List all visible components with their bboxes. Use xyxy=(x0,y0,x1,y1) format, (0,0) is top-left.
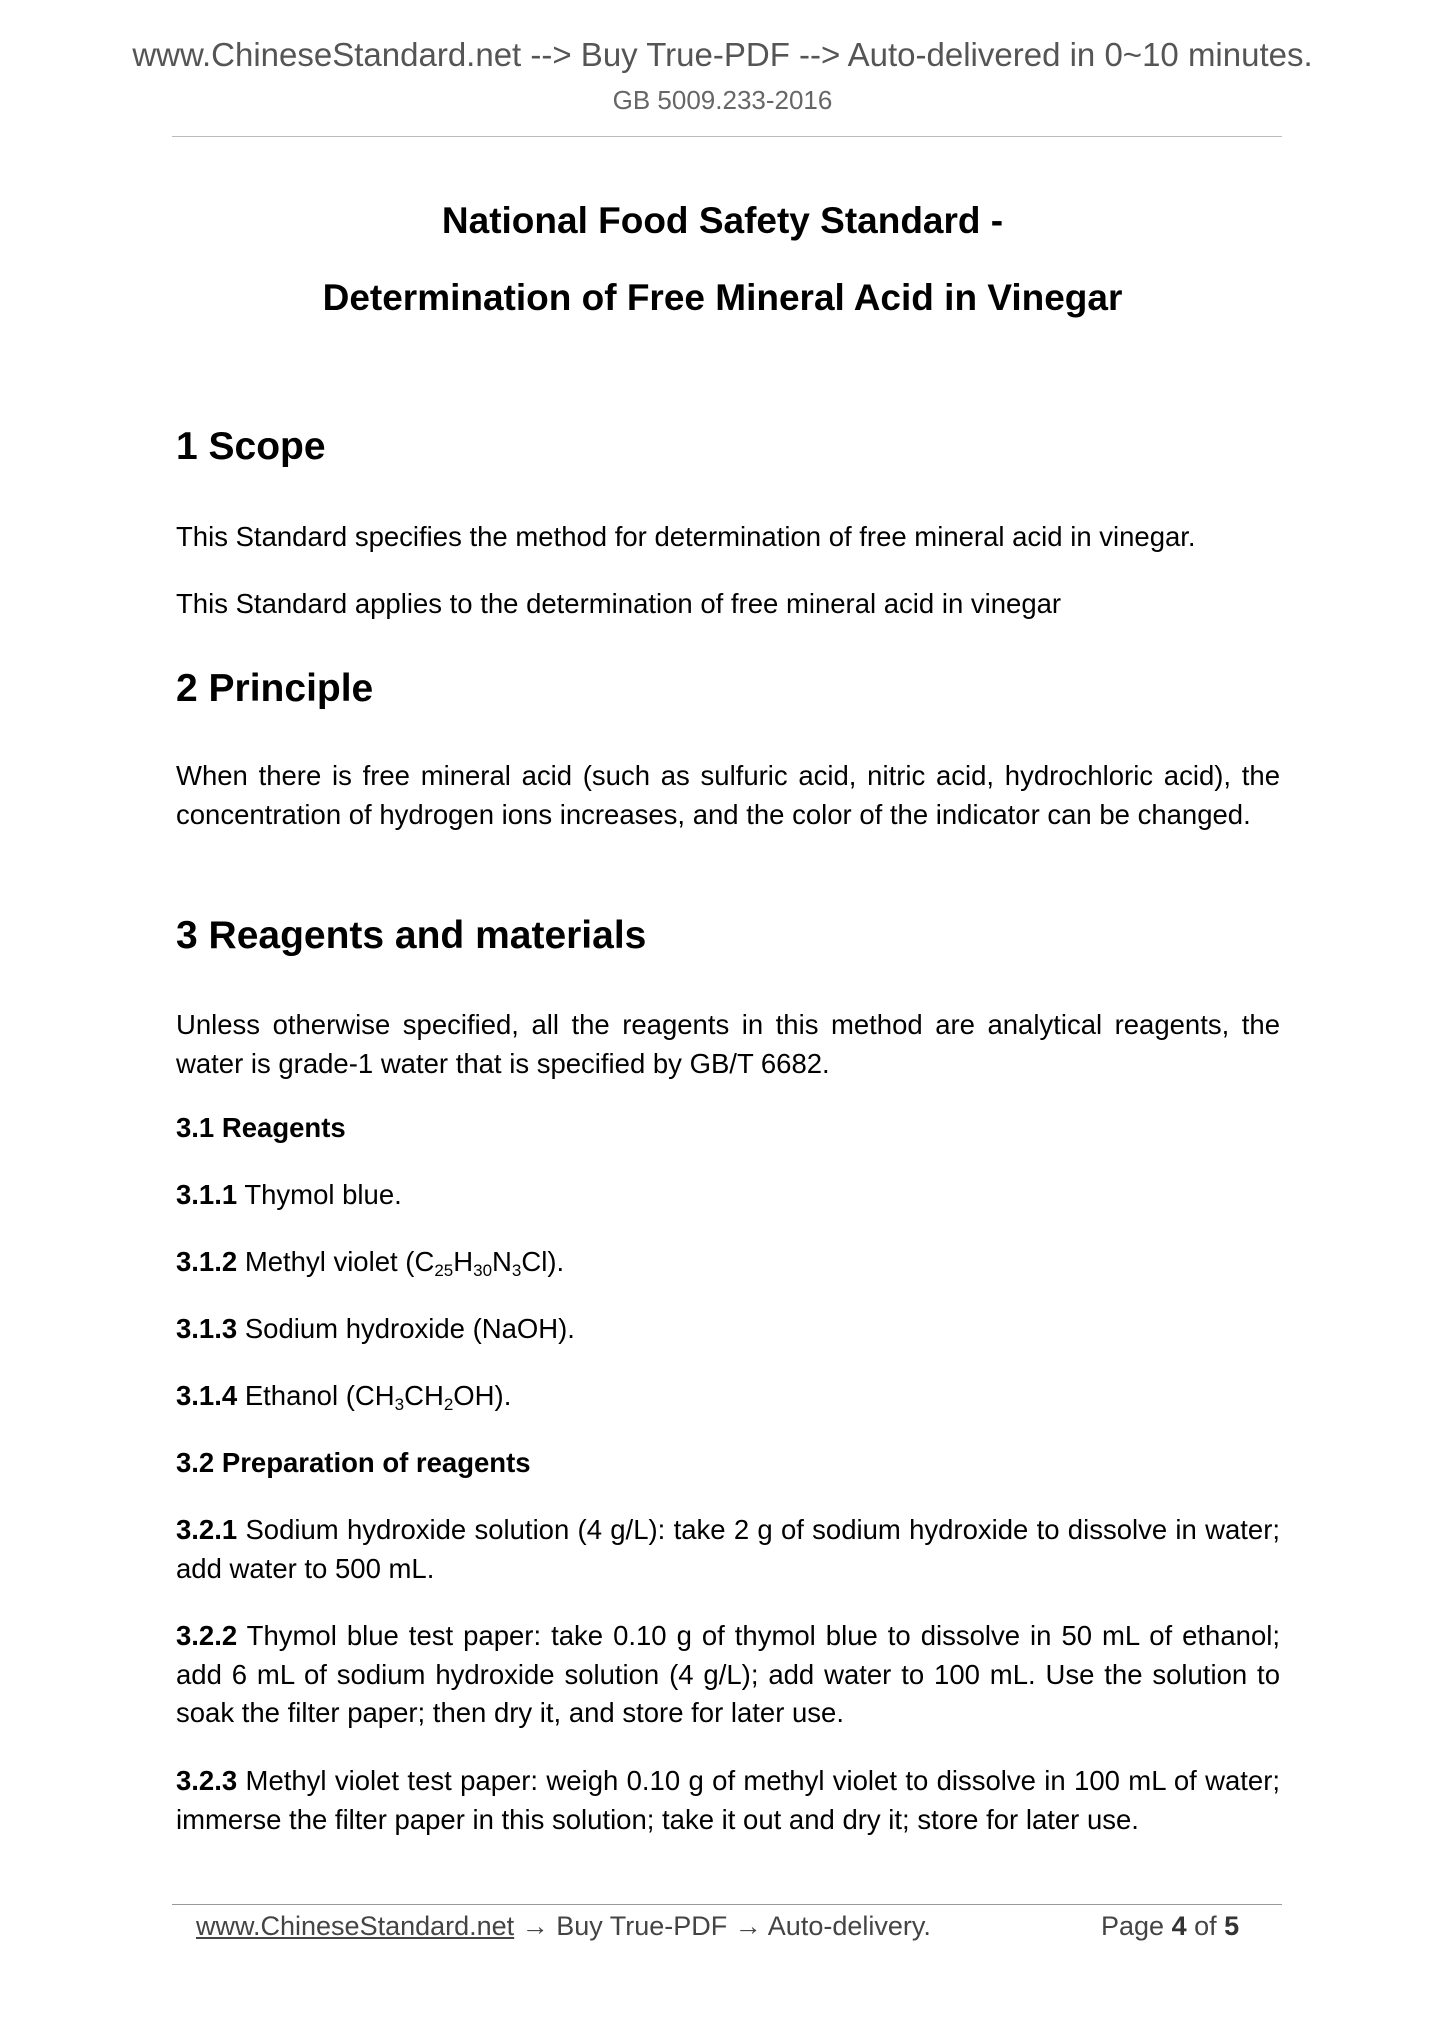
item-number: 3.1.2 xyxy=(176,1246,238,1277)
item-number: 3.2.3 xyxy=(176,1765,238,1796)
item-number: 3.2.1 xyxy=(176,1514,238,1545)
section-heading-reagents: 3 Reagents and materials xyxy=(176,914,647,957)
doc-title-line1: National Food Safety Standard - xyxy=(441,200,1004,241)
scope-paragraph-1: This Standard specifies the method for determination of free mineral acid in vinegar. xyxy=(176,521,1196,552)
reagents-intro: Unless otherwise specified, all the reagents in this method are analytical reagents, the water is grade-1 water that is specified by GB/T 6682. xyxy=(176,1009,1280,1079)
principle-paragraph: When there is free mineral acid (such as sulfuric acid, nitric acid, hydrochloric acid), the concentration of hydrogen ions increases, and the color of the indicator can be changed. xyxy=(176,760,1280,830)
reagent-item xyxy=(176,1246,564,1278)
scope-paragraph-2: This Standard applies to the determination of free mineral acid in vinegar xyxy=(176,588,1062,619)
footer-site-link[interactable]: www.ChineseStandard.net xyxy=(196,1911,515,1941)
item-text: Methyl violet $(C_{25}H_{30}N_3Cl)$. xyxy=(244,1246,565,1280)
section-heading-principle: 2 Principle xyxy=(176,667,374,710)
reagent-item xyxy=(176,1179,402,1211)
footer-text xyxy=(196,1911,931,1942)
item-number: 3.1.1 xyxy=(176,1179,238,1210)
subheading-reagents: 3.1 Reagents xyxy=(176,1112,346,1143)
preparation-paragraph: 3.2.1 Sodium hydroxide solution (4 g/L): take 2 g of sodium hydroxide to dissolve in water; add water to 500 mL. xyxy=(176,1514,1280,1584)
reagent-item xyxy=(176,1380,511,1412)
header-banner: www.ChineseStandard.net --> Buy True-PDF --> Auto-delivered in 0~10 minutes. xyxy=(132,36,1313,73)
item-number: 3.1.3 xyxy=(176,1313,238,1344)
item-number: 3.2.2 xyxy=(176,1620,238,1651)
page-indicator: Page 4 of 5 xyxy=(1101,1911,1240,1941)
standard-code: GB 5009.233-2016 xyxy=(612,85,833,115)
item-text: Sodium hydroxide (NaOH). xyxy=(244,1313,575,1344)
item-text: Ethanol $(CH_3CH_2OH)$. xyxy=(244,1380,512,1414)
preparation-paragraph: 3.2.3 Methyl violet test paper: weigh 0.10 g of methyl violet to dissolve in 100 mL of water; immerse the filter paper in this solution; take it out and dry it; store for later use. xyxy=(176,1765,1280,1835)
header-divider xyxy=(172,136,1282,137)
item-text: Thymol blue. xyxy=(244,1179,402,1210)
footer-delivery-text: Auto-delivery. xyxy=(767,1911,931,1941)
doc-title-line2: Determination of Free Mineral Acid in Vinegar xyxy=(322,277,1123,318)
arrow-icon: → xyxy=(521,1911,549,1941)
reagent-item xyxy=(176,1313,575,1345)
section-heading-scope: 1 Scope xyxy=(176,425,326,468)
subheading-preparation: 3.2 Preparation of reagents xyxy=(176,1447,531,1478)
item-number: 3.1.4 xyxy=(176,1380,238,1411)
footer-divider xyxy=(172,1904,1282,1905)
arrow-icon: → xyxy=(734,1911,762,1941)
footer-buy-text: Buy True-PDF xyxy=(556,1911,728,1941)
preparation-paragraph: 3.2.2 Thymol blue test paper: take 0.10 g of thymol blue to dissolve in 50 mL of ethanol; add 6 mL of sodium hydroxide solution (4 g/L); add water to 100 mL. Use the solution to soak the filter paper; then dry it, and store for later use. xyxy=(176,1620,1280,1728)
